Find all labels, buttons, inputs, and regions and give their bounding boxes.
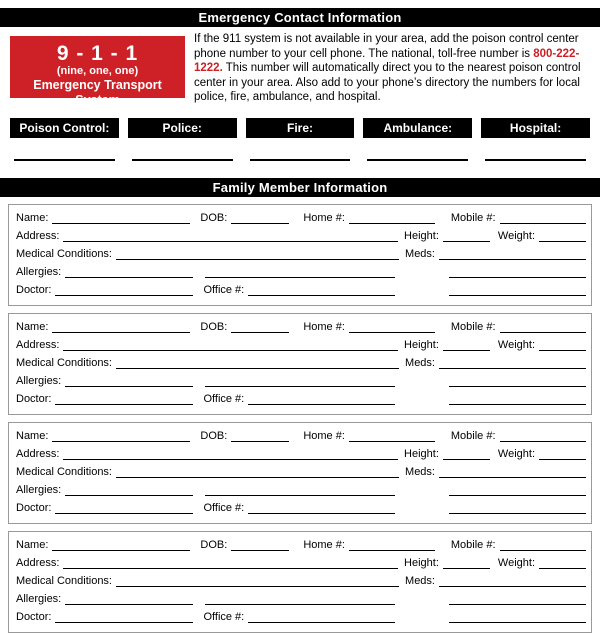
hospital-label: Hospital: [481, 118, 590, 138]
meds-write-in-line[interactable] [439, 259, 586, 260]
family-row-address [16, 227, 586, 245]
police-label: Police: [128, 118, 237, 138]
meds-label: Meds: [405, 356, 435, 369]
family-row-name [16, 209, 586, 227]
doctor-label: Doctor: [16, 501, 52, 514]
meds-extra-write-in-line-1[interactable] [449, 386, 586, 387]
name-write-in-line[interactable] [52, 441, 190, 442]
weight-label: Weight: [497, 447, 535, 460]
dob-write-in-line[interactable] [231, 550, 289, 551]
meds-label: Meds: [405, 465, 435, 478]
meds-extra-write-in-line-2[interactable] [449, 295, 586, 296]
allergies-label: Allergies: [16, 265, 62, 278]
medical-conditions-label: Medical Conditions: [16, 465, 112, 478]
address-write-in-line[interactable] [63, 350, 398, 351]
height-label: Height: [404, 229, 439, 242]
doctor-label: Doctor: [16, 610, 52, 623]
intro-section [10, 33, 592, 105]
emergency-transport-caption: Emergency Transport System [33, 78, 162, 107]
contact-col-fire [246, 118, 355, 161]
allergies-extra-write-in-line[interactable] [205, 495, 395, 496]
meds-extra-write-in-line-1[interactable] [449, 495, 586, 496]
home-phone-write-in-line[interactable] [349, 223, 435, 224]
instructions-text-after: This number will automatically direct you to the nearest poison control center in your area. Also add to your phone’s directory the numbers for local police, fire, ambulance, and hospital. [194, 62, 581, 104]
height-label: Height: [404, 556, 439, 569]
medical-conditions-write-in-line[interactable] [116, 586, 399, 587]
poison-control-label: Poison Control: [10, 118, 119, 138]
contact-col-hospital [481, 118, 590, 161]
address-label: Address: [16, 338, 60, 351]
address-label: Address: [16, 229, 60, 242]
office-phone-write-in-line[interactable] [248, 404, 395, 405]
family-row-address [16, 445, 586, 463]
family-row-allergies [16, 372, 586, 390]
address-write-in-line[interactable] [63, 241, 398, 242]
family-row-doctor [16, 390, 586, 408]
meds-label: Meds: [405, 247, 435, 260]
weight-label: Weight: [497, 338, 535, 351]
doctor-write-in-line[interactable] [55, 513, 193, 514]
family-row-name [16, 427, 586, 445]
meds-extra-write-in-line-1[interactable] [449, 604, 586, 605]
home-phone-write-in-line[interactable] [349, 550, 435, 551]
family-row-name [16, 536, 586, 554]
contact-col-ambulance [363, 118, 472, 161]
height-label: Height: [404, 338, 439, 351]
medical-conditions-write-in-line[interactable] [116, 368, 399, 369]
contact-col-poison-control [10, 118, 119, 161]
home-phone-label: Home #: [303, 320, 345, 333]
home-phone-label: Home #: [303, 211, 345, 224]
weight-label: Weight: [497, 556, 535, 569]
emergency-contacts-row [10, 118, 590, 161]
ambulance-write-in-line[interactable] [367, 138, 468, 161]
family-member-block [8, 204, 592, 306]
name-write-in-line[interactable] [52, 223, 190, 224]
home-phone-write-in-line[interactable] [349, 441, 435, 442]
emergency-number: 9 - 1 - 1 [56, 42, 139, 65]
allergies-label: Allergies: [16, 483, 62, 496]
doctor-write-in-line[interactable] [55, 404, 193, 405]
medical-conditions-write-in-line[interactable] [116, 259, 399, 260]
home-phone-label: Home #: [303, 538, 345, 551]
weight-write-in-line[interactable] [539, 241, 586, 242]
dob-label: DOB: [200, 429, 228, 442]
home-phone-write-in-line[interactable] [349, 332, 435, 333]
emergency-number-phonetic: (nine, one, one) [56, 65, 139, 77]
poison-phone-number: 800-222-1222. [194, 47, 580, 75]
name-label: Name: [16, 211, 49, 224]
mobile-phone-label: Mobile #: [450, 211, 496, 224]
allergies-extra-write-in-line[interactable] [205, 277, 395, 278]
dob-label: DOB: [200, 211, 228, 224]
family-blocks-container [0, 204, 600, 633]
family-row-medical [16, 572, 586, 590]
medical-conditions-label: Medical Conditions: [16, 574, 112, 587]
office-phone-write-in-line[interactable] [248, 513, 395, 514]
address-write-in-line[interactable] [63, 568, 398, 569]
mobile-phone-write-in-line[interactable] [500, 550, 586, 551]
allergies-label: Allergies: [16, 592, 62, 605]
family-row-medical [16, 354, 586, 372]
fire-write-in-line[interactable] [250, 138, 351, 161]
family-row-doctor [16, 281, 586, 299]
doctor-write-in-line[interactable] [55, 295, 193, 296]
dob-write-in-line[interactable] [231, 332, 289, 333]
family-row-medical [16, 245, 586, 263]
allergies-write-in-line[interactable] [65, 386, 193, 387]
police-write-in-line[interactable] [132, 138, 233, 161]
name-write-in-line[interactable] [52, 332, 190, 333]
doctor-label: Doctor: [16, 392, 52, 405]
medical-conditions-label: Medical Conditions: [16, 356, 112, 369]
family-row-allergies [16, 481, 586, 499]
hospital-write-in-line[interactable] [485, 138, 586, 161]
family-row-doctor [16, 499, 586, 517]
office-phone-label: Office #: [203, 610, 245, 623]
office-phone-label: Office #: [203, 501, 245, 514]
doctor-label: Doctor: [16, 283, 52, 296]
meds-extra-write-in-line-2[interactable] [449, 404, 586, 405]
height-write-in-line[interactable] [443, 459, 490, 460]
meds-write-in-line[interactable] [439, 477, 586, 478]
allergies-label: Allergies: [16, 374, 62, 387]
address-write-in-line[interactable] [63, 459, 398, 460]
mobile-phone-write-in-line[interactable] [500, 332, 586, 333]
meds-write-in-line[interactable] [439, 368, 586, 369]
family-member-block [8, 531, 592, 633]
weight-label: Weight: [497, 229, 535, 242]
emergency-contact-header: Emergency Contact Information [0, 8, 600, 27]
allergies-write-in-line[interactable] [65, 495, 193, 496]
dob-label: DOB: [200, 538, 228, 551]
contact-col-police [128, 118, 237, 161]
dob-write-in-line[interactable] [231, 441, 289, 442]
family-row-address [16, 336, 586, 354]
height-write-in-line[interactable] [443, 241, 490, 242]
emergency-911-box [10, 36, 185, 107]
height-label: Height: [404, 447, 439, 460]
address-label: Address: [16, 556, 60, 569]
mobile-phone-write-in-line[interactable] [500, 441, 586, 442]
family-member-header: Family Member Information [0, 178, 600, 197]
instructions-text-before: If the 911 system is not available in your area, add the poison control center phone number to your cell phone. The national, toll-free number is [194, 33, 579, 60]
fire-label: Fire: [246, 118, 355, 138]
meds-extra-write-in-line-2[interactable] [449, 513, 586, 514]
height-write-in-line[interactable] [443, 568, 490, 569]
poison-control-instructions [194, 32, 592, 105]
name-label: Name: [16, 538, 49, 551]
allergies-extra-write-in-line[interactable] [205, 604, 395, 605]
family-row-medical [16, 463, 586, 481]
height-write-in-line[interactable] [443, 350, 490, 351]
name-label: Name: [16, 429, 49, 442]
family-row-allergies [16, 263, 586, 281]
name-label: Name: [16, 320, 49, 333]
family-member-block [8, 422, 592, 524]
family-row-address [16, 554, 586, 572]
family-row-doctor [16, 608, 586, 626]
allergies-write-in-line[interactable] [65, 604, 193, 605]
medical-conditions-label: Medical Conditions: [16, 247, 112, 260]
weight-write-in-line[interactable] [539, 568, 586, 569]
address-label: Address: [16, 447, 60, 460]
office-phone-label: Office #: [203, 392, 245, 405]
family-row-allergies [16, 590, 586, 608]
meds-label: Meds: [405, 574, 435, 587]
weight-write-in-line[interactable] [539, 459, 586, 460]
office-phone-write-in-line[interactable] [248, 295, 395, 296]
family-member-block [8, 313, 592, 415]
dob-write-in-line[interactable] [231, 223, 289, 224]
home-phone-label: Home #: [303, 429, 345, 442]
mobile-phone-label: Mobile #: [450, 429, 496, 442]
dob-label: DOB: [200, 320, 228, 333]
meds-write-in-line[interactable] [439, 586, 586, 587]
mobile-phone-label: Mobile #: [450, 320, 496, 333]
allergies-extra-write-in-line[interactable] [205, 386, 395, 387]
allergies-write-in-line[interactable] [65, 277, 193, 278]
weight-write-in-line[interactable] [539, 350, 586, 351]
family-row-name [16, 318, 586, 336]
poison-control-write-in-line[interactable] [14, 138, 115, 161]
ambulance-label: Ambulance: [363, 118, 472, 138]
meds-extra-write-in-line-1[interactable] [449, 277, 586, 278]
office-phone-label: Office #: [203, 283, 245, 296]
mobile-phone-write-in-line[interactable] [500, 223, 586, 224]
mobile-phone-label: Mobile #: [450, 538, 496, 551]
name-write-in-line[interactable] [52, 550, 190, 551]
medical-conditions-write-in-line[interactable] [116, 477, 399, 478]
